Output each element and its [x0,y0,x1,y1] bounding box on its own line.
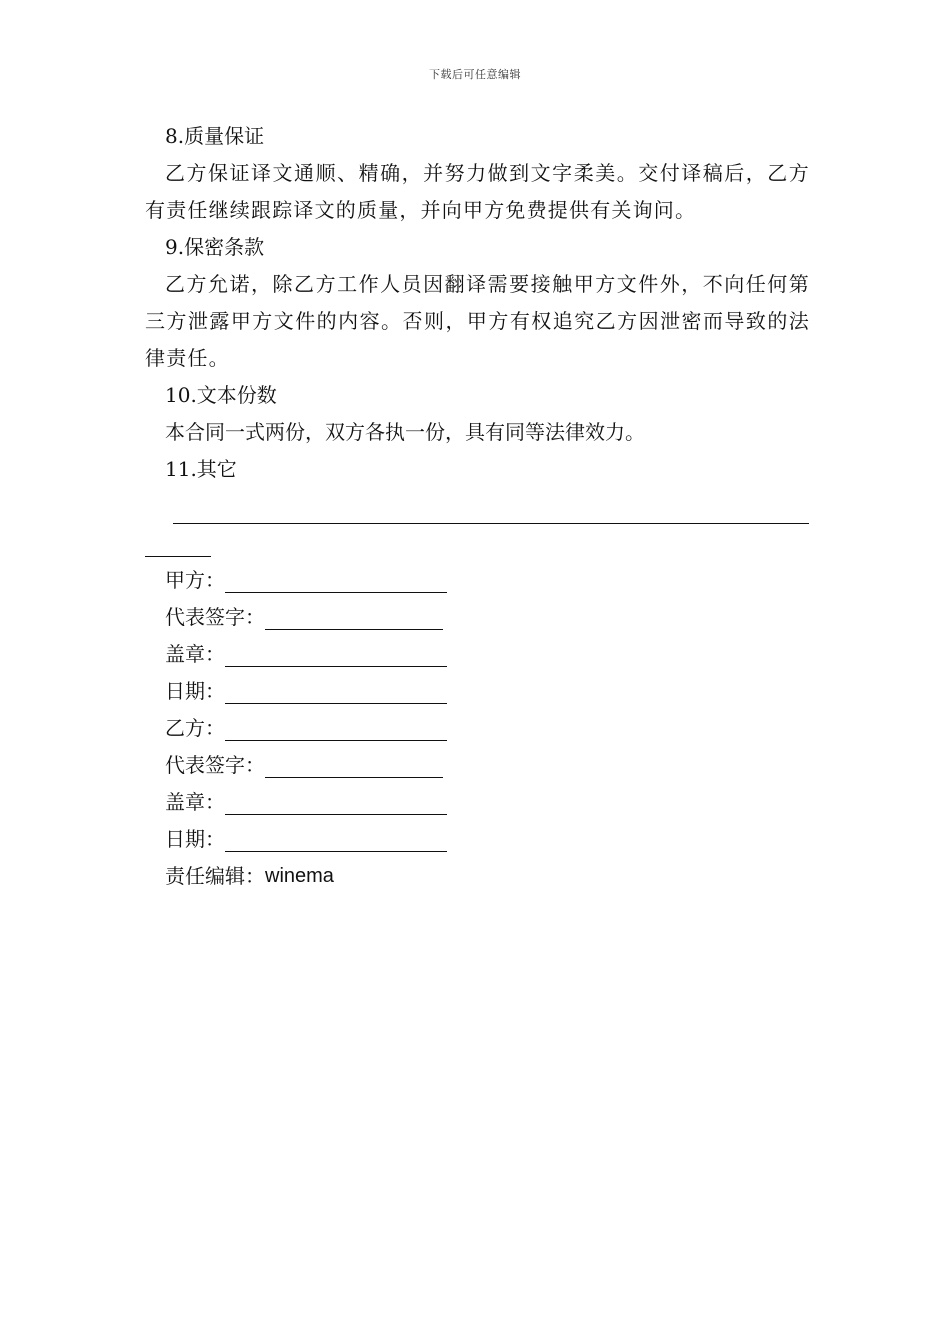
party-b-blank [225,716,447,741]
party-a-blank [225,568,447,593]
section-10-body: 本合同一式两份，双方各执一份，具有同等法律效力。 [165,420,645,444]
section-8-title: 8.质量保证 [165,124,265,148]
party-a-date-label: 日期： [165,679,225,703]
party-a-date-blank [225,679,447,704]
party-a-seal-label: 盖章： [165,642,225,666]
party-b-rep-label: 代表签字： [165,753,265,777]
section-8-body: 乙方保证译文通顺、精确，并努力做到文字柔美。交付译稿后，乙方有责任继续跟踪译文的质量，并向甲方免费提供有关询问。 [145,161,810,222]
party-b-rep-blank [265,753,443,778]
editor-label: 责任编辑： [165,864,265,888]
party-b-date-blank [225,827,447,852]
other-terms-blank [145,488,810,562]
party-a-date-row [145,673,810,710]
party-a-rep-blank [265,605,443,630]
section-11-title: 11.其它 [165,457,237,481]
party-b-seal-row [145,784,810,821]
editor-row [145,858,810,895]
party-b-seal-blank [225,790,447,815]
party-a-seal-blank [225,642,447,667]
party-b-date-row [145,821,810,858]
party-b-row [145,710,810,747]
page-header: 下载后可任意编辑 [429,68,521,81]
section-10-title: 10.文本份数 [165,383,277,407]
blank-line [145,556,211,557]
document-body [145,118,810,895]
section-9-body: 乙方允诺，除乙方工作人员因翻译需要接触甲方文件外，不向任何第三方泄露甲方文件的内容。否则，甲方有权追究乙方因泄密而导致的法律责任。 [145,272,810,370]
section-9-title: 9.保密条款 [165,235,265,259]
party-a-label: 甲方： [165,568,225,592]
party-b-rep-row [145,747,810,784]
party-b-seal-label: 盖章： [165,790,225,814]
party-b-label: 乙方： [165,716,225,740]
editor-name: winema [265,865,334,887]
party-a-rep-row [145,599,810,636]
party-a-row [145,562,810,599]
party-b-date-label: 日期： [165,827,225,851]
party-a-seal-row [145,636,810,673]
blank-line [173,523,809,524]
party-a-rep-label: 代表签字： [165,605,265,629]
